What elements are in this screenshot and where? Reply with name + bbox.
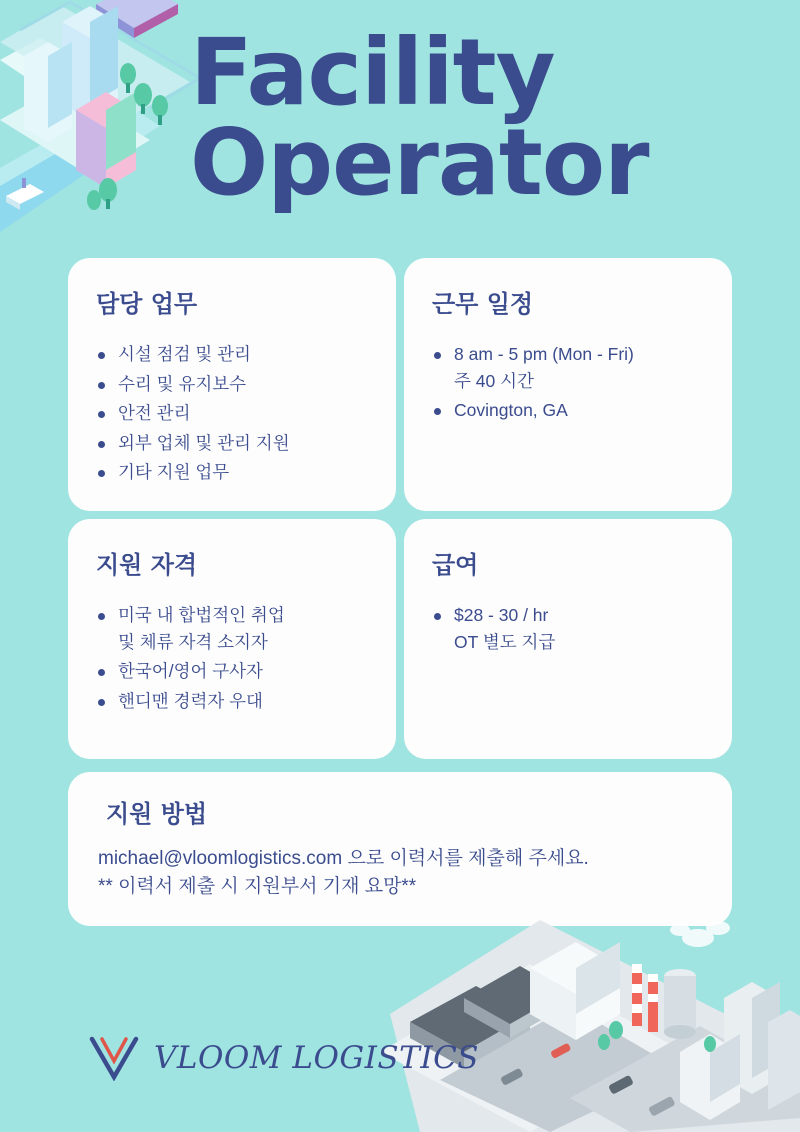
list-item-text: 기타 지원 업무 (118, 462, 230, 483)
cards-row-2 (68, 519, 732, 759)
card-qualifications-title: 지원 자격 (96, 550, 198, 579)
brand-name: VLOOM LOGISTICS (154, 1040, 480, 1076)
list-item (432, 341, 704, 394)
list-item-text: 8 am - 5 pm (Mon - Fri) (454, 344, 634, 364)
list-item (96, 459, 368, 486)
list-item-text: 외부 업체 및 관리 지원 (118, 432, 290, 453)
brand-logo (88, 1035, 479, 1081)
card-duties (68, 258, 396, 511)
card-qualifications-list (96, 602, 368, 714)
list-item (96, 430, 368, 457)
card-apply-line-1: michael@vloomlogistics.com 으로 이력서를 제출해 주세요. (98, 848, 589, 869)
list-item-text: 한국어/영어 구사자 (118, 661, 263, 682)
list-item-subtext: OT 별도 지급 (454, 631, 556, 652)
card-schedule-list (432, 341, 704, 424)
list-item-text: 안전 관리 (118, 403, 191, 424)
poster-title (190, 19, 790, 217)
city-illustration-bottom (380, 902, 800, 1132)
list-item-subtext: 주 40 시간 (454, 370, 534, 391)
card-pay-title: 급여 (432, 550, 479, 579)
card-pay (404, 519, 732, 759)
card-apply-title: 지원 방법 (106, 800, 208, 828)
card-schedule-title: 근무 일정 (432, 290, 534, 318)
card-duties-list (96, 341, 368, 486)
list-item (432, 397, 704, 424)
list-item (96, 400, 368, 427)
title-line-2: Operator (190, 109, 649, 217)
list-item-text: 미국 내 합법적인 취업 (118, 604, 285, 625)
list-item (96, 371, 368, 398)
list-item-text: 수리 및 유지보수 (118, 373, 247, 394)
title-line-1: Facility (190, 19, 555, 126)
list-item (96, 602, 368, 655)
list-item-text: Covington, GA (454, 400, 568, 421)
list-item-text: $28 - 30 / hr (454, 604, 549, 625)
v-logo-icon (88, 1035, 140, 1081)
card-qualifications (68, 519, 396, 759)
list-item-subtext: 및 체류 자격 소지자 (118, 631, 268, 652)
list-item (96, 341, 368, 368)
list-item-text: 시설 점검 및 관리 (118, 344, 251, 364)
list-item-text: 핸디맨 경력자 우대 (118, 690, 263, 711)
info-cards (68, 258, 732, 767)
list-item (96, 688, 368, 715)
list-item (432, 602, 704, 655)
card-duties-title: 담당 업무 (96, 290, 198, 318)
card-apply-line-2: ** 이력서 제출 시 지원부서 기재 요망** (98, 875, 417, 897)
cards-row-1 (68, 258, 732, 511)
card-schedule (404, 258, 732, 511)
list-item (96, 658, 368, 685)
card-pay-list (432, 602, 704, 655)
